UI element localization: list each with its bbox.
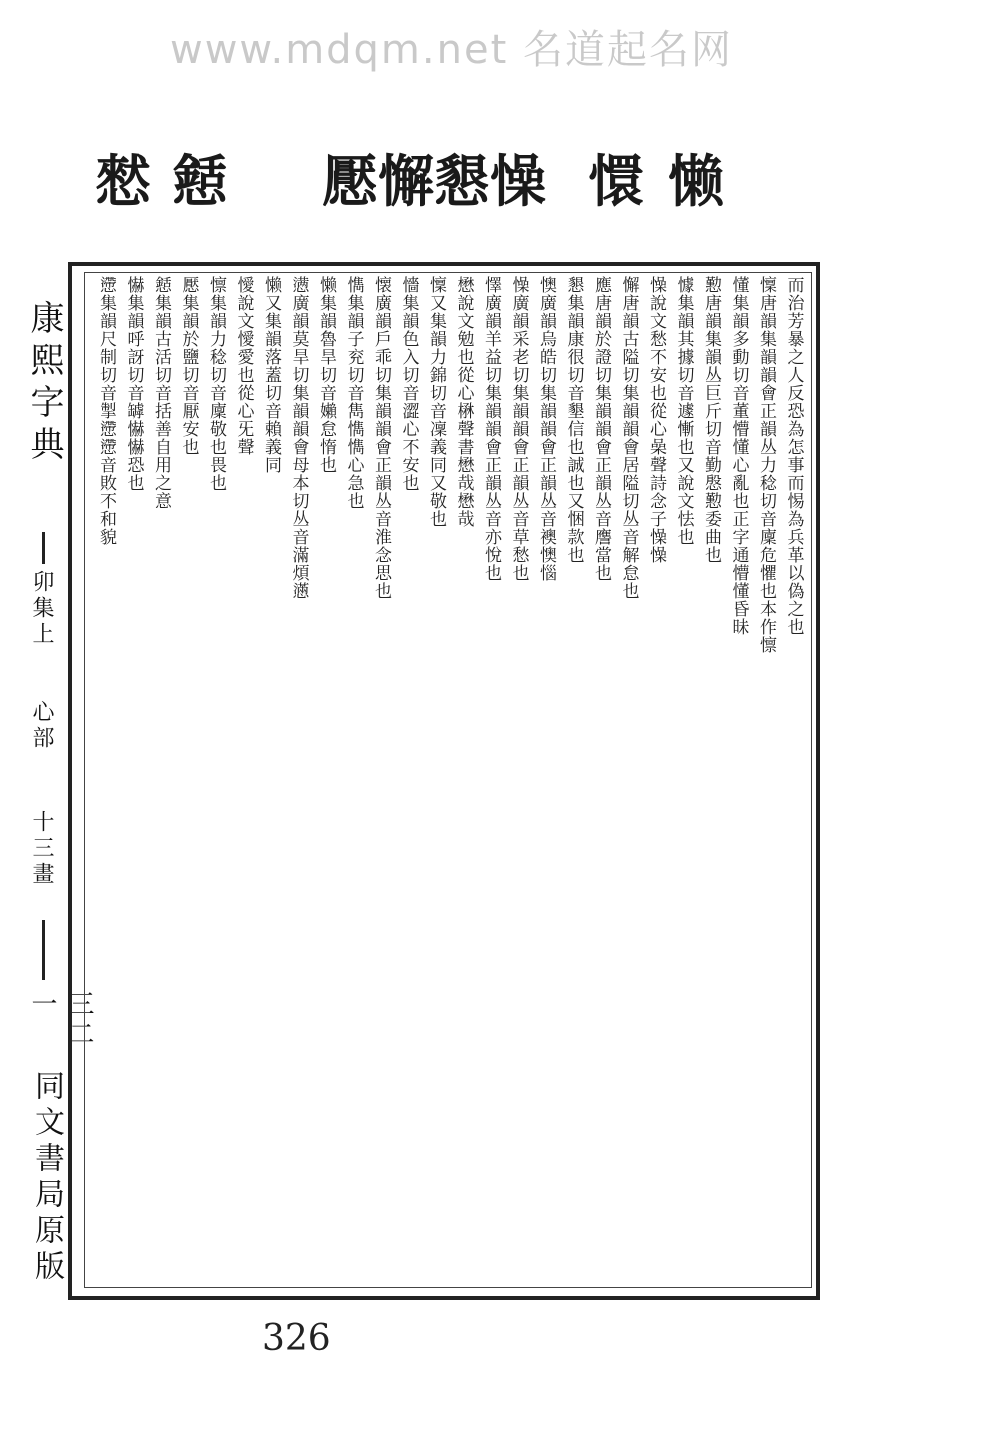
- radical-label: 心部: [29, 700, 54, 752]
- seal-heading: 懕懈懇懆: [322, 149, 546, 215]
- text-column: 懑廣韻莫旱切集韻韻會母本切丛音滿煩懣: [288, 276, 309, 600]
- text-column: 懒又集韻落蓋切音賴義同: [261, 276, 281, 474]
- page-number: 326: [262, 1318, 331, 1359]
- text-column: 懇集韻康很切音墾信也誠也又悃款也: [563, 276, 584, 564]
- text-column: 懆說文愁不安也從心喿聲詩念子懆懆: [646, 276, 666, 564]
- seal-heading-group-3: [322, 150, 546, 220]
- text-column: 懍又集韻力錦切音凜義同又敬也: [426, 276, 446, 528]
- text-column: 懋說文勉也從心楙聲書懋哉懋哉: [453, 276, 474, 528]
- text-column: 懃唐韻集韻丛巨斤切音勤慇懃委曲也: [701, 276, 721, 564]
- seal-heading: 懁: [588, 149, 644, 215]
- watermark: www.mdqm.net 名道起名网: [170, 27, 733, 73]
- text-column: 而治芳暴之人反恐為怎事而惕為兵革以偽之也: [783, 276, 804, 636]
- publisher-label: 同文書局原版: [29, 1070, 64, 1286]
- margin-rule: [42, 532, 45, 564]
- seal-heading-group-1: [95, 150, 151, 220]
- book-title: 康熙字典: [24, 300, 64, 468]
- text-column: 懎集韻色入切音澀心不安也: [398, 276, 419, 492]
- text-column: 應唐韻於證切集韻韻會正韻丛音譍當也: [591, 276, 611, 582]
- text-column: 懖集韻古活切音括善自用之意: [151, 276, 171, 510]
- seal-heading-group-4: [588, 150, 644, 220]
- text-column: 懔集韻力稔切音廩敬也畏也: [206, 276, 226, 492]
- text-column: 懘集韻尺制切音掣懘懘音敗不和貌: [96, 276, 116, 546]
- text-column: 懍唐韻集韻韻會正韻丛力稔切音廩危懼也本作懔: [756, 276, 776, 654]
- margin-rule: [42, 920, 45, 980]
- text-column: 懂集韻多動切音董懵懂心亂也正字通懵懂昏昧: [728, 276, 749, 636]
- text-column: 懏集韻子兖切音雋懏懏心急也: [343, 276, 364, 510]
- seal-heading: 懒: [668, 149, 724, 215]
- seal-heading-group-5: [668, 150, 724, 220]
- folio-number: 三二一: [27, 990, 94, 1050]
- seal-heading: 懖: [172, 149, 228, 215]
- text-column: 懊廣韻烏皓切集韻韻會正韻丛音襖懊惱: [536, 276, 556, 582]
- volume-label: 卯集上: [29, 570, 54, 648]
- stroke-count-label: 十三畫: [29, 810, 54, 888]
- text-column: 懕集韻於鹽切音厭安也: [178, 276, 199, 456]
- dictionary-body: [88, 276, 808, 1284]
- seal-heading: 憖: [95, 149, 151, 215]
- text-column: 懓說文懓愛也從心旡聲: [233, 276, 254, 456]
- text-column: 懐廣韻戶乖切集韻韻會正韻丛音淮念思也: [371, 276, 391, 600]
- text-column: 懌廣韻羊益切集韻韻會正韻丛音亦悅也: [481, 276, 501, 582]
- text-column: 懈唐韻古隘切集韻韻會居隘切丛音解怠也: [618, 276, 639, 600]
- text-column: 懆廣韻采老切集韻韻會正韻丛音草愁也: [508, 276, 529, 582]
- text-column: 懗集韻呼訝切音罅懗懗恐也: [123, 276, 144, 492]
- margin-column: [20, 300, 94, 1300]
- text-column: 懒集韻魯旱切音嬾怠惰也: [316, 276, 336, 474]
- text-column: 懅集韻其據切音遽慚也又說文怯也: [673, 276, 694, 546]
- seal-heading-group-2: [172, 150, 228, 220]
